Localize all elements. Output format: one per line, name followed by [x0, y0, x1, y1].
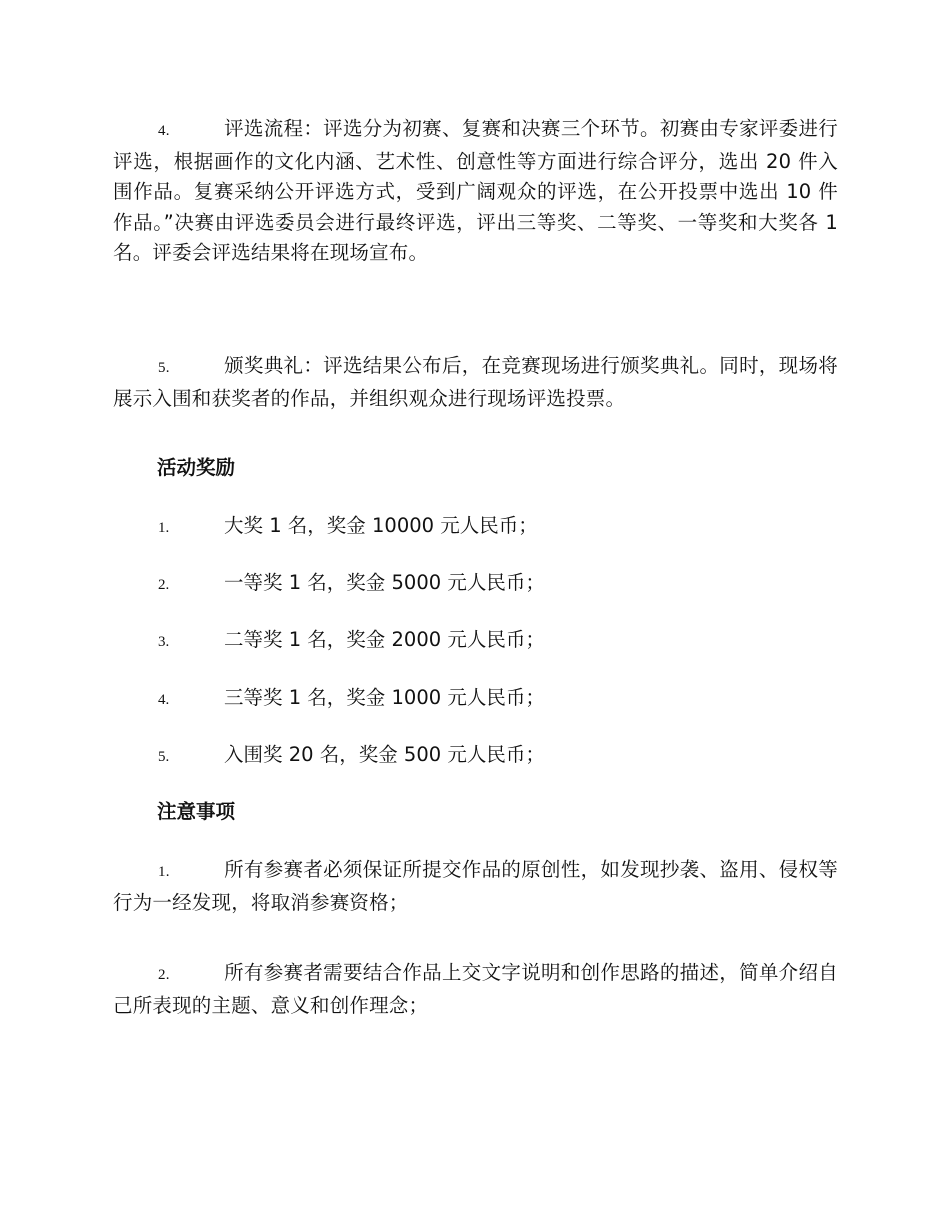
notes-heading: 注意事项	[157, 800, 236, 823]
ceremony-paragraph	[113, 351, 838, 414]
reward-item	[113, 740, 838, 772]
note-item	[113, 958, 838, 1021]
reward-item	[113, 625, 838, 657]
note-item	[113, 855, 838, 918]
reward-item-number: 4.	[158, 692, 170, 708]
ceremony-text: 颁奖典礼：评选结果公布后，在竞赛现场进行颁奖典礼。同时，现场将展示入围和获奖者的作品，并组织观众进行现场评选投票。	[113, 354, 838, 410]
process-text: 评选流程：评选分为初赛、复赛和决赛三个环节。初赛由专家评委进行评选，根据画作的文化内涵、艺术性、创意性等方面进行综合评分，选出 20 件入围作品。复赛采纳公开评选方式，受到广阔观众的评选，在公开投票中选出 10 件作品。”决赛由评选委员会进行最终评选，评出三等奖、二等奖、一等奖和大奖各 1 名。评委会评选结果将在现场宣布。	[113, 117, 838, 264]
ceremony-number: 5.	[158, 360, 170, 376]
note-item-text: 所有参赛者需要结合作品上交文字说明和创作思路的描述，简单介绍自己所表现的主题、意义和创作理念；	[113, 961, 838, 1017]
reward-item-text: 二等奖 1 名，奖金 2000 元人民币；	[224, 628, 545, 651]
reward-item-text: 一等奖 1 名，奖金 5000 元人民币；	[224, 571, 545, 594]
reward-item	[113, 568, 838, 600]
reward-item-number: 1.	[158, 520, 170, 536]
reward-item	[113, 683, 838, 715]
reward-item-number: 2.	[158, 577, 170, 593]
reward-item-text: 三等奖 1 名，奖金 1000 元人民币；	[224, 686, 545, 709]
process-number: 4.	[158, 123, 170, 139]
note-item-text: 所有参赛者必须保证所提交作品的原创性，如发现抄袭、盗用、侵权等行为一经发现，将取消参赛资格；	[113, 858, 838, 914]
note-item-number: 2.	[158, 967, 170, 983]
process-paragraph	[113, 114, 838, 269]
reward-item-number: 3.	[158, 634, 170, 650]
reward-item-text: 大奖 1 名，奖金 10000 元人民币；	[224, 514, 538, 537]
reward-item	[113, 511, 838, 543]
reward-item-number: 5.	[158, 749, 170, 765]
rewards-heading: 活动奖励	[157, 456, 236, 479]
reward-item-text: 入围奖 20 名，奖金 500 元人民币；	[224, 743, 545, 766]
note-item-number: 1.	[158, 864, 170, 880]
